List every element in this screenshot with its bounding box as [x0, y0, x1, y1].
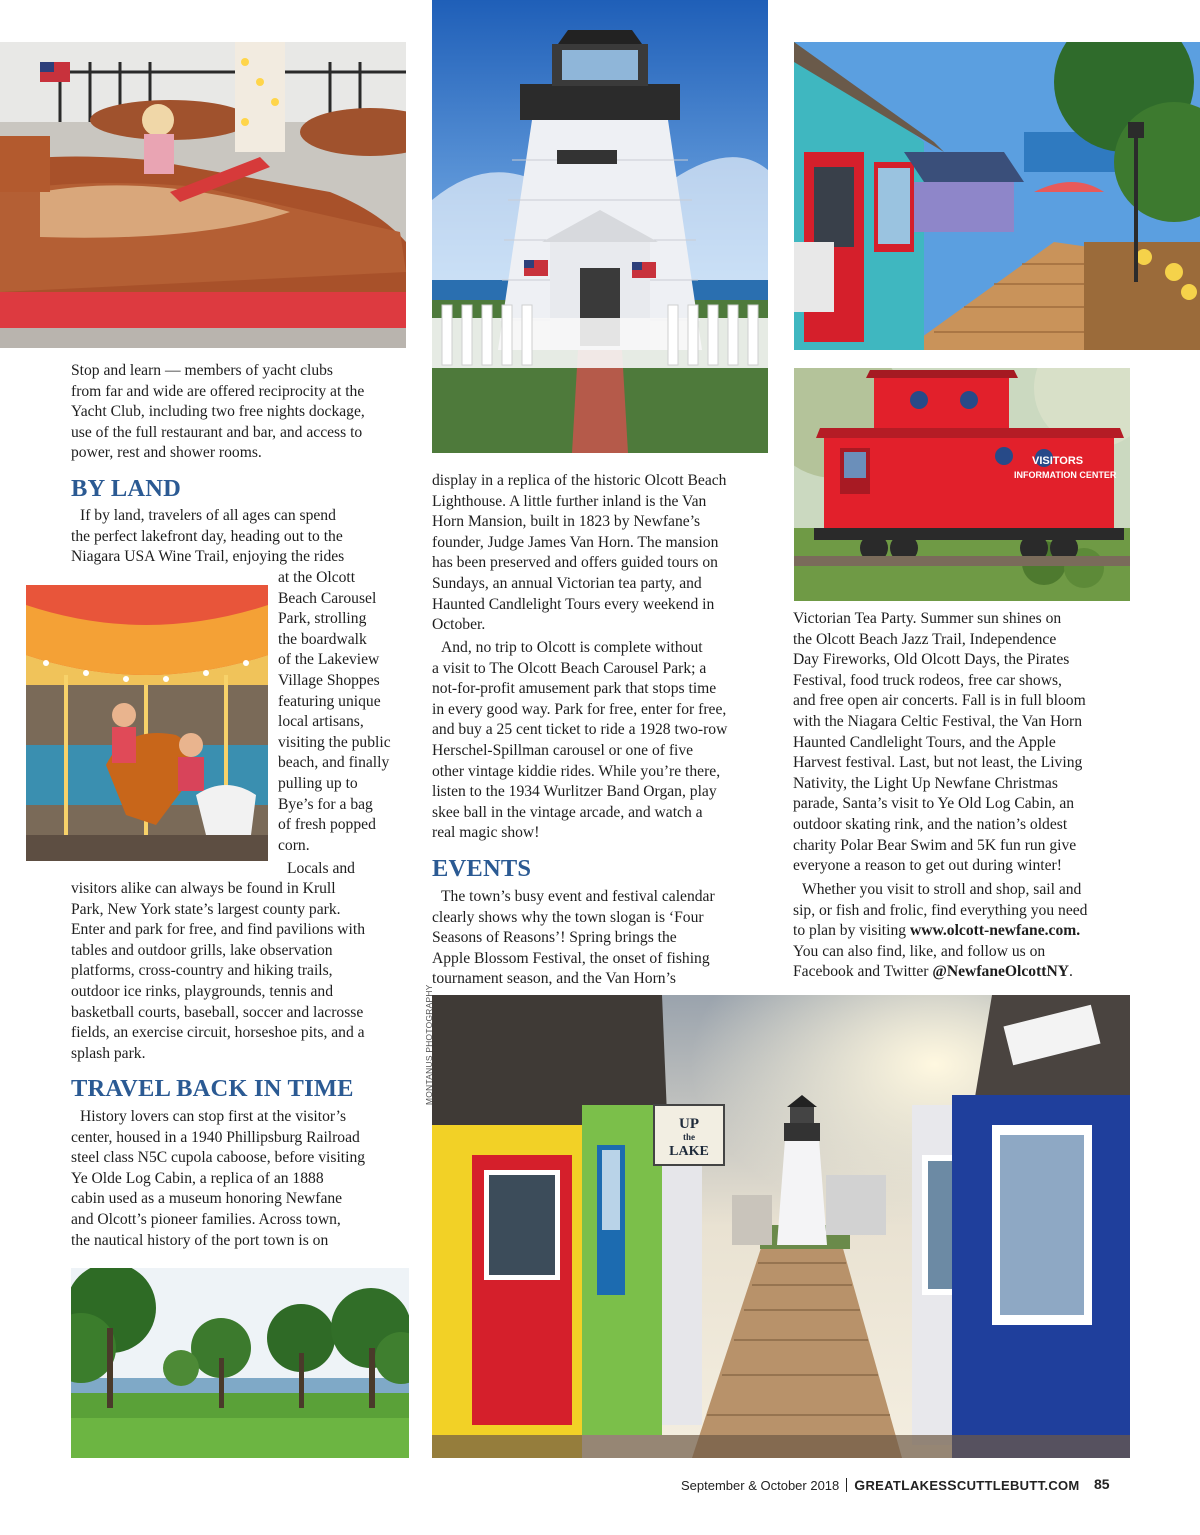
text-line: cabin used as a museum honoring Newfane	[71, 1190, 343, 1208]
caboose-photo	[794, 368, 1130, 601]
text-line: Whether you visit to stroll and shop, sail and	[802, 881, 1082, 898]
text-line: parade, Santa’s visit to Ye Old Log Cabin, an	[793, 795, 1075, 813]
text-line: outdoor ice rinks, playgrounds, tennis and	[71, 982, 334, 1000]
section-heading-travel-back: TRAVEL BACK IN TIME	[71, 1075, 354, 1102]
text-line: corn.	[278, 836, 310, 854]
text-line: The town’s busy event and festival calendar	[441, 888, 715, 905]
text-line: the nautical history of the port town is on	[71, 1231, 329, 1249]
text-line: local artisans,	[278, 713, 364, 731]
text-line: Village Shoppes	[278, 671, 380, 689]
text-line: visitors alike can always be found in Krull	[71, 880, 336, 897]
text-line: tournament season, and the Van Horn’s	[432, 970, 676, 988]
col2-continued	[432, 471, 774, 636]
twitter-handle-link[interactable]: @NewfaneOlcottNY	[932, 963, 1069, 981]
text-line: And, no trip to Olcott is complete without	[441, 639, 703, 656]
caboose-sign-line2: INFORMATION CENTER	[1014, 470, 1117, 480]
col1-locals-first	[287, 859, 412, 880]
text-fragment: .	[1069, 963, 1073, 981]
text-line: use of the full restaurant and bar, and access to	[71, 423, 363, 441]
section-heading-by-land: BY LAND	[71, 475, 182, 502]
shop-sign-line3: LAKE	[669, 1144, 709, 1159]
boardwalk-shops-photo	[794, 42, 1200, 350]
text-line: clearly shows why the town slogan is ‘Four	[432, 908, 704, 926]
text-line: of fresh popped	[278, 816, 376, 834]
text-line: skee ball in the vintage arcade, and watch a	[432, 803, 703, 821]
text-line: basketball courts, baseball, soccer and lacrosse	[71, 1003, 364, 1021]
text-line: Harvest festival. Last, but not least, the Living	[793, 754, 1083, 772]
col1-wrap-text	[278, 568, 413, 856]
text-line: the perfect lakefront day, heading out to the	[71, 527, 343, 545]
text-line: a visit to The Olcott Beach Carousel Park; a	[432, 659, 707, 677]
text-line: Festival, food truck rodeos, free car shows,	[793, 671, 1062, 689]
col1-locals	[71, 879, 413, 1064]
text-line: the boardwalk	[278, 630, 367, 648]
carousel-photo	[26, 585, 268, 861]
text-line: display in a replica of the historic Olcott Beach	[432, 472, 727, 489]
col1-travel	[71, 1107, 413, 1251]
col2-events	[432, 887, 774, 990]
text-line: in every good way. Park for free, enter for free,	[432, 700, 727, 718]
text-line: real magic show!	[432, 824, 540, 842]
text-line: Enter and park for free, and find pavilions with	[71, 921, 366, 939]
text-line: featuring unique	[278, 692, 381, 710]
text-line: Park, New York state’s largest county park.	[71, 900, 341, 918]
text-line: Herschel-Spillman carousel or one of five	[432, 741, 694, 759]
text-line-with-link	[793, 921, 1143, 942]
text-line: Haunted Candlelight Tours every weekend in	[432, 595, 715, 613]
text-line: of the Lakeview	[278, 651, 380, 669]
photo-credit	[418, 984, 434, 1105]
text-line: Day Fireworks, Old Olcott Days, the Pirates	[793, 651, 1070, 669]
text-line: Beach Carousel	[278, 589, 377, 607]
text-line: splash park.	[71, 1044, 146, 1062]
text-line: Victorian Tea Party. Summer sun shines on	[793, 610, 1062, 627]
text-fragment: Facebook and Twitter	[793, 963, 933, 981]
col3-continued	[793, 609, 1143, 877]
text-line: charity Polar Bear Swim and 5K fun run give	[793, 836, 1077, 854]
text-line: power, rest and shower rooms.	[71, 444, 262, 462]
text-line: center, housed in a 1940 Phillipsburg Railroad	[71, 1128, 360, 1146]
text-line: If by land, travelers of all ages can spend	[80, 507, 336, 524]
footer-divider	[846, 1478, 847, 1492]
text-line: Park, strolling	[278, 610, 367, 628]
text-line: listen to the 1934 Wurlitzer Band Organ, play	[432, 783, 717, 801]
text-line: at the Olcott	[278, 569, 356, 586]
text-line: founder, Judge James Van Horn. The mansion	[432, 533, 719, 551]
boat-ride-photo	[0, 42, 406, 348]
text-line: Yacht Club, including two free nights dockage,	[71, 403, 365, 421]
page-footer	[681, 1477, 1080, 1493]
issue-date: September & October 2018	[681, 1478, 840, 1493]
text-line: October.	[432, 616, 486, 634]
text-line: with the Niagara Celtic Festival, the Van Horn	[793, 712, 1082, 730]
caboose-sign-line1: VISITORS	[1032, 455, 1084, 467]
text-fragment: to plan by visiting	[793, 922, 910, 940]
text-line: Lighthouse. A little further inland is the Van	[432, 492, 707, 510]
text-line: sip, or fish and frolic, find everything you need	[793, 901, 1088, 919]
photo-credit-text: MONTANUS PHOTOGRAPHY	[424, 984, 434, 1105]
shops-lighthouse-photo	[432, 995, 1130, 1458]
text-line: from far and wide are offered reciprocity at the	[71, 382, 365, 400]
park-photo	[71, 1268, 409, 1458]
text-line: platforms, cross-country and hiking trails,	[71, 962, 333, 980]
text-line: Nativity, the Light Up Newfane Christmas	[793, 774, 1058, 792]
text-line: Horn Mansion, built in 1823 by Newfane’s	[432, 513, 701, 531]
text-line: beach, and finally	[278, 754, 390, 772]
text-line: not-for-profit amusement park that stops time	[432, 680, 717, 698]
col2-carousel	[432, 638, 774, 844]
text-line: and free open air concerts. Fall is in full bloom	[793, 692, 1086, 710]
section-heading-events: EVENTS	[432, 855, 532, 882]
text-line: steel class N5C cupola caboose, before visiting	[71, 1149, 366, 1167]
text-line: Haunted Candlelight Tours, and the Apple	[793, 733, 1056, 751]
text-line: visiting the public	[278, 733, 391, 751]
text-line: fields, an exercise circuit, horseshoe pits, and a	[71, 1024, 365, 1042]
text-line: Locals and	[287, 860, 355, 877]
site-name: GREATLAKESSCUTTLEBUTT.COM	[854, 1477, 1080, 1493]
text-line: Bye’s for a bag	[278, 795, 373, 813]
text-line: other vintage kiddie rides. While you’re there,	[432, 762, 721, 780]
text-line: the Olcott Beach Jazz Trail, Independence	[793, 630, 1057, 648]
text-line: Stop and learn — members of yacht clubs	[71, 362, 333, 379]
page-number: 85	[1094, 1476, 1110, 1492]
website-link[interactable]: www.olcott-newfane.com.	[909, 922, 1081, 940]
text-line: has been preserved and offers guided tours on	[432, 554, 718, 572]
text-line: outdoor skating rink, and the nation’s oldest	[793, 815, 1068, 833]
shop-sign-line1: UP	[679, 1116, 699, 1132]
text-line: and buy a 25 cent ticket to ride a 1928 two-row	[432, 721, 728, 739]
text-line: Apple Blossom Festival, the onset of fishing	[432, 949, 710, 967]
text-line: everyone a reason to get out during winter!	[793, 857, 1062, 875]
text-line: Niagara USA Wine Trail, enjoying the rides	[71, 548, 345, 566]
text-line: History lovers can stop first at the visitor’s	[80, 1108, 347, 1125]
col3-visit	[793, 880, 1143, 983]
shop-sign-line2: the	[683, 1132, 695, 1142]
text-line: pulling up to	[278, 774, 358, 792]
text-line: Seasons of Reasons’! Spring brings the	[432, 929, 677, 947]
lighthouse-photo	[432, 0, 768, 453]
text-line: tables and outdoor grills, lake observation	[71, 941, 333, 959]
col1-intro	[71, 361, 411, 464]
col1-by-land	[71, 506, 411, 568]
text-line: and Olcott’s pioneer families. Across town,	[71, 1210, 341, 1228]
text-line: Ye Olde Log Cabin, a replica of an 1888	[71, 1169, 324, 1187]
text-line: You can also find, like, and follow us on	[793, 942, 1046, 960]
text-line: Sundays, an annual Victorian tea party, and	[432, 574, 702, 592]
text-line-with-handle	[793, 962, 1143, 983]
